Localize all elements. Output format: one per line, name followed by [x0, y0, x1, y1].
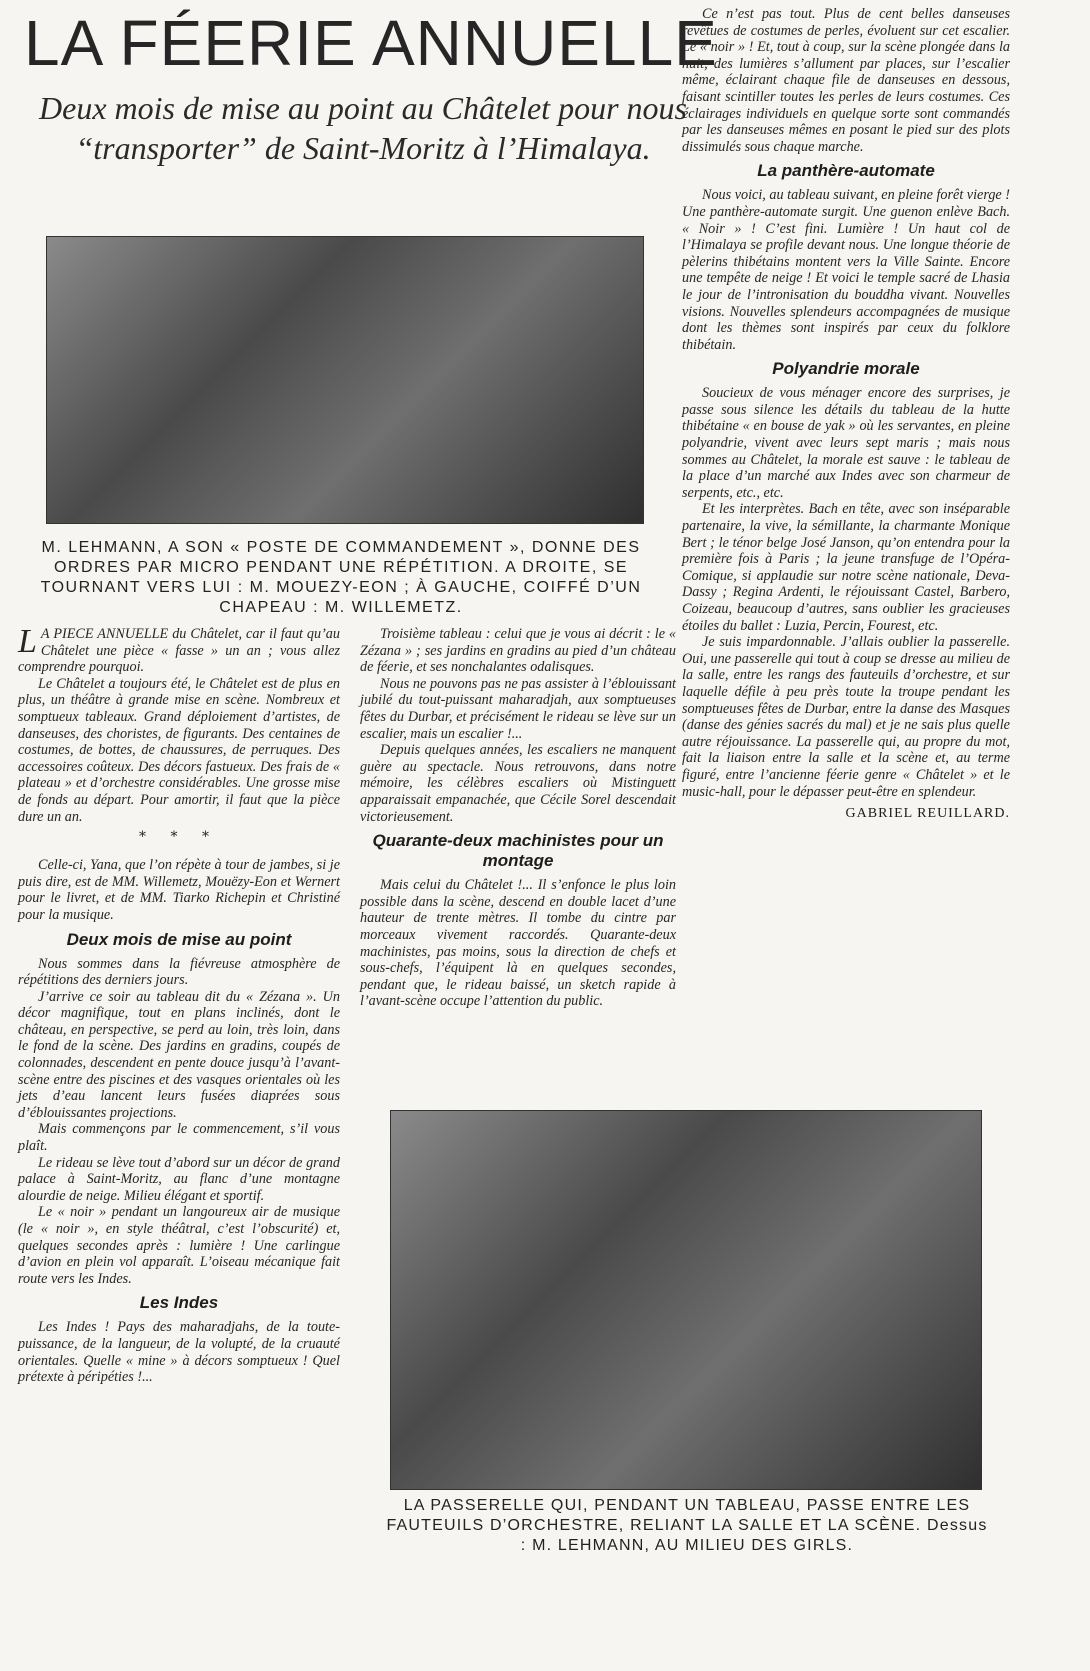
col1-paragraph: Le Châtelet a toujours été, le Châtelet est de plus en plus, un théâtre à grande mise en scène. Nombreux et somptueux tableaux. Grand déploiement d’artistes, de danseuses, des choristes, de figurants. Des centaines de costumes, de bottes, de chaussures, de perruques. Des accessoires coûteux. Des décors fastueux. Des frais de « plateau » et d’orchestre considérables. Une grosse mise de fonds au départ. Pour amortir, il faut que la pièce dure un an.	[18, 675, 340, 825]
column-3	[682, 6, 1010, 822]
col1-paragraph: L A PIECE ANNUELLE du Châtelet, car il faut qu’au Châtelet une pièce « fasse » un an ; vous allez comprendre pourquoi.	[18, 623, 340, 676]
section-heading: Deux mois de mise au point	[66, 929, 292, 949]
col1-paragraph: Nous sommes dans la fiévreuse atmosphère de répétitions des derniers jours.	[18, 955, 340, 989]
photo-rehearsal-microphone	[46, 236, 644, 524]
photo2-caption-upper: LA PASSERELLE QUI, PENDANT UN TABLEAU, PASSE ENTRE LES FAUTEUILS D’ORCHESTRE, RELIANT LA SALLE ET LA SCÈNE.	[386, 1497, 971, 1534]
photo1-caption: M. LEHMANN, A SON « POSTE DE COMMANDEMENT », DONNE DES ORDRES PAR MICRO PENDANT UNE RÉPÉTITION. A DROITE, SE TOURNANT VERS LUI : M. MOUEZY-EON ; À GAUCHE, COIFFÉ D’UN CHAPEAU : M. WILLEMETZ.	[40, 539, 642, 616]
col2-paragraph: Troisième tableau : celui que je vous ai décrit : le « Zézana » ; ses jardins en gradins au pied d’un château de féerie, et ses nonchalantes odalisques.	[360, 626, 676, 676]
col2-paragraph: Nous ne pouvons pas ne pas assister à l’éblouissant jubilé du tout-puissant maharadjah, aux somptueuses fêtes du Durbar, et précisément le rideau se lève sur un escalier, mais un escalier !...	[360, 675, 676, 742]
column-2	[360, 626, 676, 1010]
subheadline: Deux mois de mise au point au Châtelet pour nous “transporter” de Saint-Moritz à l’Himalaya.	[39, 90, 687, 166]
author-signature: GABRIEL REUILLARD.	[845, 806, 1010, 822]
section-heading: La panthère-automate	[757, 161, 935, 181]
headline: LA FÉERIE ANNUELLE	[24, 7, 718, 79]
photo2-caption-tail: Dessus : M. LEHMANN, AU MILIEU DES GIRLS.	[520, 1517, 988, 1554]
section-heading: Les Indes	[139, 1293, 219, 1313]
col3-paragraph: Je suis impardonnable. J’allais oublier la passerelle. Oui, une passerelle qui tout à coup se dresse au milieu de la salle, entre les rangs des fauteuils d’orchestre, et sur laquelle défile à peu près toute la troupe pendant les somptueuses fêtes de Durbar, entre la danse des Masques (danse des génies sacrés du mal) et je ne sais plus quelle autre réjouissance. La passerelle qui, au propre du mot, fait la liaison entre la salle et la scène et, au terme figuré, entre l’ancienne féerie genre « Châtelet » et le music-hall, pour le dépasser peut-être en splendeur.	[682, 634, 1010, 800]
col2-paragraph: Depuis quelques années, les escaliers ne manquent guère au spectacle. Nous retrouvons, dans notre mémoire, les célèbres escaliers où Mistinguett apparaissait empanachée, que Cécile Sorel descendait victorieusement.	[360, 742, 676, 825]
drop-cap: L	[18, 623, 37, 660]
col1-paragraph: Les Indes ! Pays des maharadjahs, de la toute-puissance, de la langueur, de la volupté, de la cruauté orientales. Quelle « mine » à décors somptueux ! Quel prétexte à péripéties !...	[18, 1319, 340, 1386]
photo2-caption	[384, 1496, 990, 1556]
photo-passerelle-girls	[390, 1110, 982, 1490]
col3-paragraph: Et les interprètes. Bach en tête, avec son inséparable partenaire, la vive, la sémillante, la charmante Monique Bert ; le ténor belge José Janson, qu’on entendra pour la première fois à Paris ; la jeune transfuge de l’Opéra-Comique, si applaudie sur notre scène nationale, Deva-Dassy ; Regina Ardenti, le réjouissant Castel, Barbero, Coizeau, beaucoup d’autres, sans oublier les gracieuses étoiles du ballet : Luzia, Percin, Fourest, etc.	[682, 501, 1010, 634]
section-heading: Polyandrie morale	[772, 359, 920, 379]
col1-paragraph: J’arrive ce soir au tableau dit du « Zézana ». Un décor magnifique, tout en plans inclinés, dont le château, en perspective, se perd au loin, très loin, dans le fond de la scène. Des jardins en gradins, coupés de colonnades, descendent en pente douce jusqu’à l’avant-scène entre des piscines et des vasques orientales où les jets d’eau lancent leurs fusées diaprées sous d’éblouissantes projections.	[18, 988, 340, 1121]
section-heading: Quarante-deux machinistes pour un montage	[372, 831, 664, 871]
col3-paragraph: Nous voici, au tableau suivant, en pleine forêt vierge ! Une panthère-automate surgit. Une guenon enlève Bach. « Noir » ! C’est fini. Lumière ! Un haut col de l’Himalaya se profile devant nous. Une longue théorie de pèlerins thibétains montent vers la Ville Sainte. Encore une tempête de neige ! Et voici le temple sacré de Lhasia le jour de l’intronisation du bouddha vivant. Nouvelles visions. Nouvelles splendeurs accompagnées de musique dont les thèmes sont inspirés par ceux du folklore thibétain.	[682, 187, 1010, 353]
col1-paragraph: Celle-ci, Yana, que l’on répète à tour de jambes, si je puis dire, est de MM. Willemetz, Mouëzy-Eon et Wernert pour le livret, et de MM. Tiarko Richepin et Christiné pour la musique.	[18, 857, 340, 923]
col3-paragraph: Soucieux de vous ménager encore des surprises, je passe sous silence les détails du tableau de la hutte thibétaine « en bouse de yak » où les servantes, en pleine polyandrie, vivent avec leurs sept maris ; mais nous sommes au Châtelet, la morale est sauve : le tableau de la place d’un marché aux Indes avec son charmeur de serpents, etc., etc.	[682, 385, 1010, 501]
column-1	[18, 623, 340, 1386]
col1-paragraph: Le rideau se lève tout d’abord sur un décor de grand palace à Saint-Moritz, au flanc d’une montagne alourdie de neige. Milieu élégant et sportif.	[18, 1154, 340, 1204]
section-stars: * * *	[139, 829, 219, 846]
col3-paragraph: Ce n’est pas tout. Plus de cent belles danseuses revêtues de costumes de perles, évoluent sur cet escalier. Le « noir » ! Et, tout à coup, sur la scène plongée dans la nuit, des lumières s’allument par places, sur l’escalier même, éclairant chaque file de danseuses en dessous, faisant scintiller toutes les perles de leurs costumes. Ces éclairages individuels en quelque sorte sont commandés par les danseuses mêmes en posant le pied sur des plots dissimulés sous chaque marche.	[682, 6, 1010, 155]
col1-paragraph: Mais commençons par le commencement, s’il vous plaît.	[18, 1121, 340, 1155]
col1-paragraph: Le « noir » pendant un langoureux air de musique (le « noir », en style théâtral, c’est l’obscurité) et, quelques secondes après : lumière ! Une carlingue d’avion en plein vol apparaît. L’oiseau mécanique fait route vers les Indes.	[18, 1204, 340, 1287]
col2-paragraph: Mais celui du Châtelet !... Il s’enfonce le plus loin possible dans la scène, descend en double lacet d’une hauteur de trente mètres. Il tombe du cintre par morceaux vivement raccordés. Quarante-deux machinistes, pas moins, sous la direction de chefs et sous-chefs, l’équipent là en quelques secondes, pendant que, le rideau baissé, un sketch rapide à l’avant-scène occupe l’attention du public.	[360, 877, 676, 1010]
